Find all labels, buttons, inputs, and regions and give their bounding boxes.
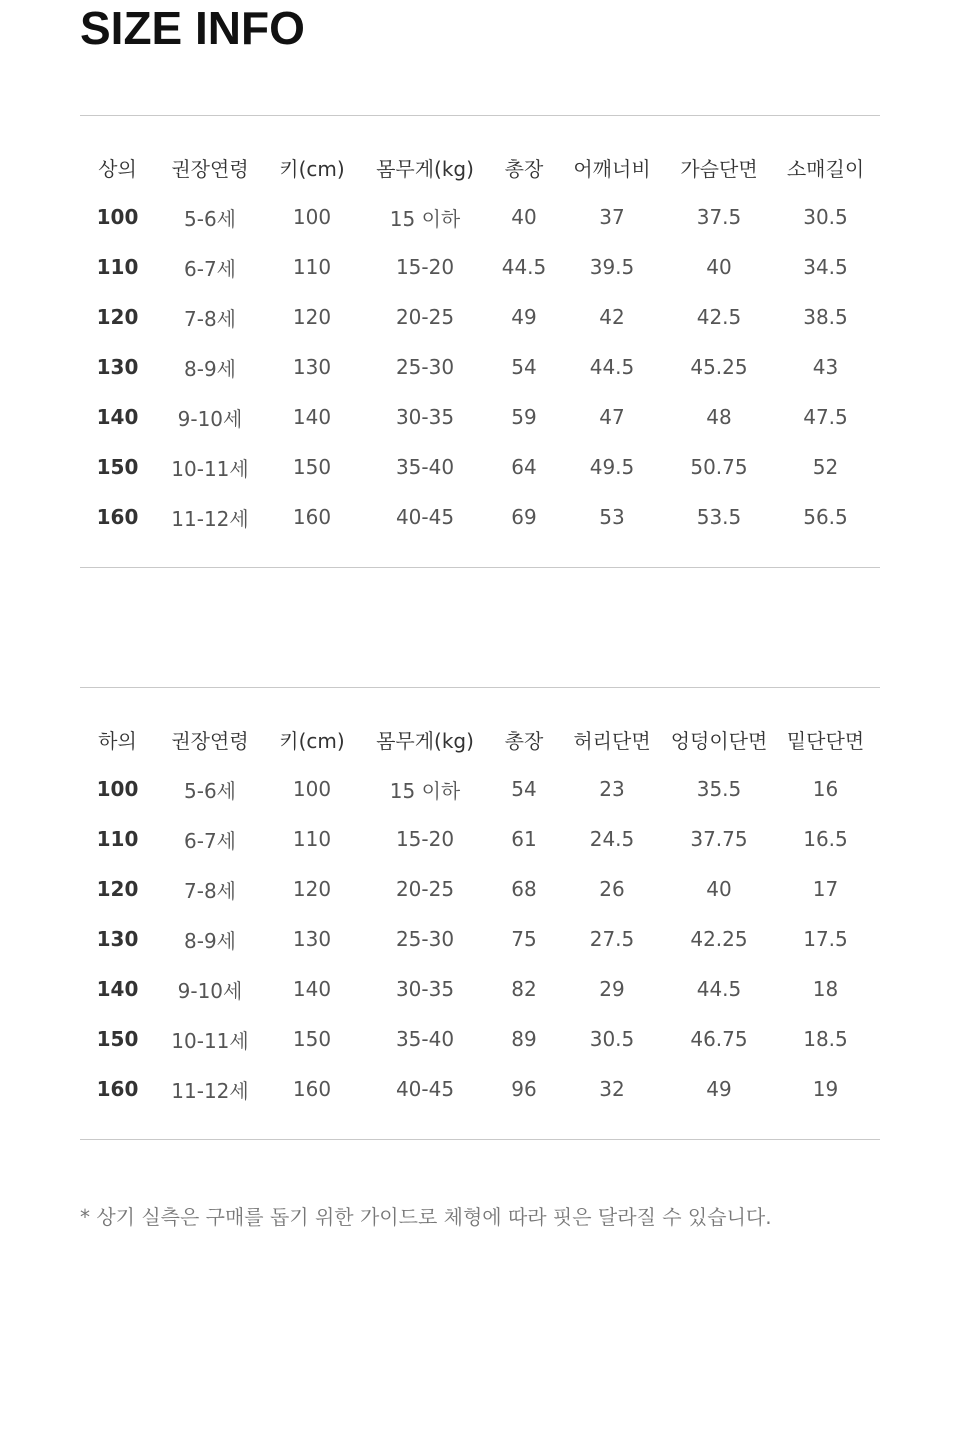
column-header: 키(cm) [279, 156, 345, 181]
table-cell: 20-25 [395, 877, 455, 901]
table-cell: 16.5 [803, 827, 848, 851]
table-row [80, 492, 880, 542]
table-cell: 25-30 [395, 355, 455, 379]
table-cell: 40 [511, 205, 537, 229]
table-cell: 38.5 [803, 305, 848, 329]
table-spacer [80, 542, 880, 568]
column-header: 엉덩이단면 [670, 728, 768, 753]
table-cell: 26 [599, 877, 625, 901]
table-cell: 120 [292, 877, 332, 901]
size-cell: 150 [96, 1027, 139, 1051]
table-cell: 50.75 [690, 455, 748, 479]
size-cell: 140 [96, 405, 139, 429]
table-row [80, 764, 880, 814]
table-cell: 24.5 [589, 827, 635, 851]
table-cell: 7-8세 [184, 306, 236, 331]
table-row [80, 242, 880, 292]
table-cell: 15 이하 [389, 778, 461, 803]
table-row [80, 392, 880, 442]
column-header: 어깨너비 [573, 156, 651, 181]
table-cell: 15 이하 [389, 206, 461, 231]
table-spacer-cell [80, 542, 880, 568]
size-cell: 120 [96, 305, 139, 329]
table-cell: 42 [599, 305, 625, 329]
table-row [80, 814, 880, 864]
table-cell: 68 [511, 877, 537, 901]
table-cell: 30-35 [395, 977, 455, 1001]
column-header: 상의 [98, 156, 137, 181]
table-cell: 17.5 [803, 927, 848, 951]
table-header-row [80, 714, 880, 764]
table-cell: 11-12세 [171, 506, 249, 531]
table-cell: 130 [292, 927, 332, 951]
table-cell: 27.5 [589, 927, 635, 951]
table-spacer-cell [80, 688, 880, 715]
table-spacer [80, 688, 880, 715]
table-cell: 43 [812, 355, 839, 379]
table-row [80, 342, 880, 392]
table-cell: 37.75 [690, 827, 748, 851]
table-cell: 8-9세 [184, 356, 236, 381]
table-cell: 89 [511, 1027, 537, 1051]
table-cell: 49.5 [589, 455, 635, 479]
table-cell: 42.5 [696, 305, 742, 329]
table-cell: 110 [292, 255, 332, 279]
table-cell: 25-30 [395, 927, 455, 951]
table-row [80, 864, 880, 914]
table-cell: 37 [599, 205, 625, 229]
table-cell: 44.5 [696, 977, 742, 1001]
table-row [80, 1064, 880, 1114]
table-cell: 6-7세 [184, 256, 236, 281]
column-header: 하의 [98, 728, 137, 753]
table-cell: 5-6세 [184, 206, 236, 231]
table-cell: 40 [706, 877, 732, 901]
table-cell: 47 [599, 405, 625, 429]
table-cell: 130 [292, 355, 332, 379]
column-header: 허리단면 [573, 728, 651, 753]
table-cell: 64 [511, 455, 537, 479]
table-cell: 40 [706, 255, 732, 279]
table-cell: 40-45 [395, 1077, 455, 1101]
column-header: 권장연령 [171, 728, 249, 753]
table-cell: 45.25 [690, 355, 748, 379]
table-cell: 16 [812, 777, 839, 801]
column-header: 총장 [504, 156, 544, 181]
table-cell: 35-40 [395, 455, 455, 479]
table-cell: 46.75 [690, 1027, 748, 1051]
table-row [80, 914, 880, 964]
size-cell: 110 [96, 827, 139, 851]
column-header: 가슴단면 [680, 156, 758, 181]
table-cell: 54 [511, 777, 537, 801]
table-cell: 30.5 [589, 1027, 635, 1051]
size-cell: 130 [96, 355, 139, 379]
table-spacer-cell [80, 116, 880, 143]
column-header: 권장연령 [171, 156, 249, 181]
page-title: SIZE INFO [80, 2, 305, 54]
table-row [80, 964, 880, 1014]
table-row [80, 192, 880, 242]
table-cell: 15-20 [395, 255, 455, 279]
table-cell: 47.5 [803, 405, 848, 429]
table-cell: 44.5 [589, 355, 635, 379]
table-cell: 9-10세 [177, 406, 243, 431]
size-cell: 100 [96, 777, 139, 801]
table-cell: 34.5 [803, 255, 848, 279]
table-cell: 120 [292, 305, 332, 329]
table-cell: 11-12세 [171, 1078, 249, 1103]
table-cell: 52 [812, 455, 839, 479]
table-cell: 61 [511, 827, 537, 851]
table-cell: 35-40 [395, 1027, 455, 1051]
table-cell: 53 [599, 505, 625, 529]
table-spacer [80, 1114, 880, 1140]
table-cell: 59 [511, 405, 537, 429]
table-cell: 23 [599, 777, 625, 801]
table-cell: 20-25 [395, 305, 455, 329]
column-header: 몸무게(kg) [376, 156, 474, 181]
table-cell: 40-45 [395, 505, 455, 529]
table-cell: 15-20 [395, 827, 455, 851]
table-cell: 160 [292, 505, 332, 529]
table-cell: 37.5 [696, 205, 742, 229]
size-cell: 150 [96, 455, 139, 479]
table-cell: 6-7세 [184, 828, 236, 853]
table-row [80, 1014, 880, 1064]
table-cell: 54 [511, 355, 537, 379]
tops-size-table [80, 115, 880, 568]
table-cell: 82 [511, 977, 537, 1001]
table-cell: 150 [292, 455, 332, 479]
table-cell: 110 [292, 827, 332, 851]
table-cell: 96 [511, 1077, 537, 1101]
table-cell: 5-6세 [184, 778, 236, 803]
table-cell: 100 [292, 777, 332, 801]
table-cell: 30-35 [395, 405, 455, 429]
table-spacer [80, 116, 880, 143]
column-header: 몸무게(kg) [376, 728, 474, 753]
table-cell: 30.5 [803, 205, 848, 229]
table-cell: 100 [292, 205, 332, 229]
table-cell: 140 [292, 405, 332, 429]
table-cell: 75 [511, 927, 537, 951]
column-header: 소매길이 [786, 156, 865, 181]
table-header-row [80, 142, 880, 192]
table-cell: 49 [511, 305, 537, 329]
table-cell: 160 [292, 1077, 332, 1101]
size-cell: 160 [96, 1077, 139, 1101]
table-cell: 29 [599, 977, 625, 1001]
size-cell: 160 [96, 505, 139, 529]
table-cell: 44.5 [501, 255, 547, 279]
table-cell: 32 [599, 1077, 625, 1101]
table-cell: 7-8세 [184, 878, 236, 903]
table-row [80, 442, 880, 492]
column-header: 밑단단면 [786, 728, 865, 753]
table-cell: 49 [706, 1077, 732, 1101]
column-header: 키(cm) [279, 728, 345, 753]
table-cell: 140 [292, 977, 332, 1001]
table-cell: 48 [706, 405, 732, 429]
bottoms-size-table [80, 687, 880, 1140]
table-cell: 56.5 [803, 505, 848, 529]
table-cell: 10-11세 [171, 1028, 249, 1053]
size-cell: 130 [96, 927, 139, 951]
size-cell: 110 [96, 255, 139, 279]
table-cell: 39.5 [589, 255, 635, 279]
table-cell: 18.5 [803, 1027, 848, 1051]
table-spacer-cell [80, 1114, 880, 1140]
size-guide-note: * 상기 실측은 구매를 돕기 위한 가이드로 체형에 따라 핏은 달라질 수 있습니다. [80, 1205, 772, 1229]
table-cell: 19 [812, 1077, 839, 1101]
table-cell: 42.25 [690, 927, 748, 951]
size-cell: 120 [96, 877, 139, 901]
size-cell: 140 [96, 977, 139, 1001]
table-cell: 8-9세 [184, 928, 236, 953]
table-cell: 35.5 [696, 777, 742, 801]
table-cell: 9-10세 [177, 978, 243, 1003]
table-cell: 150 [292, 1027, 332, 1051]
table-cell: 17 [812, 877, 839, 901]
column-header: 총장 [504, 728, 544, 753]
table-cell: 18 [812, 977, 839, 1001]
table-cell: 10-11세 [171, 456, 249, 481]
table-cell: 53.5 [696, 505, 742, 529]
table-cell: 69 [511, 505, 537, 529]
size-cell: 100 [96, 205, 139, 229]
table-row [80, 292, 880, 342]
